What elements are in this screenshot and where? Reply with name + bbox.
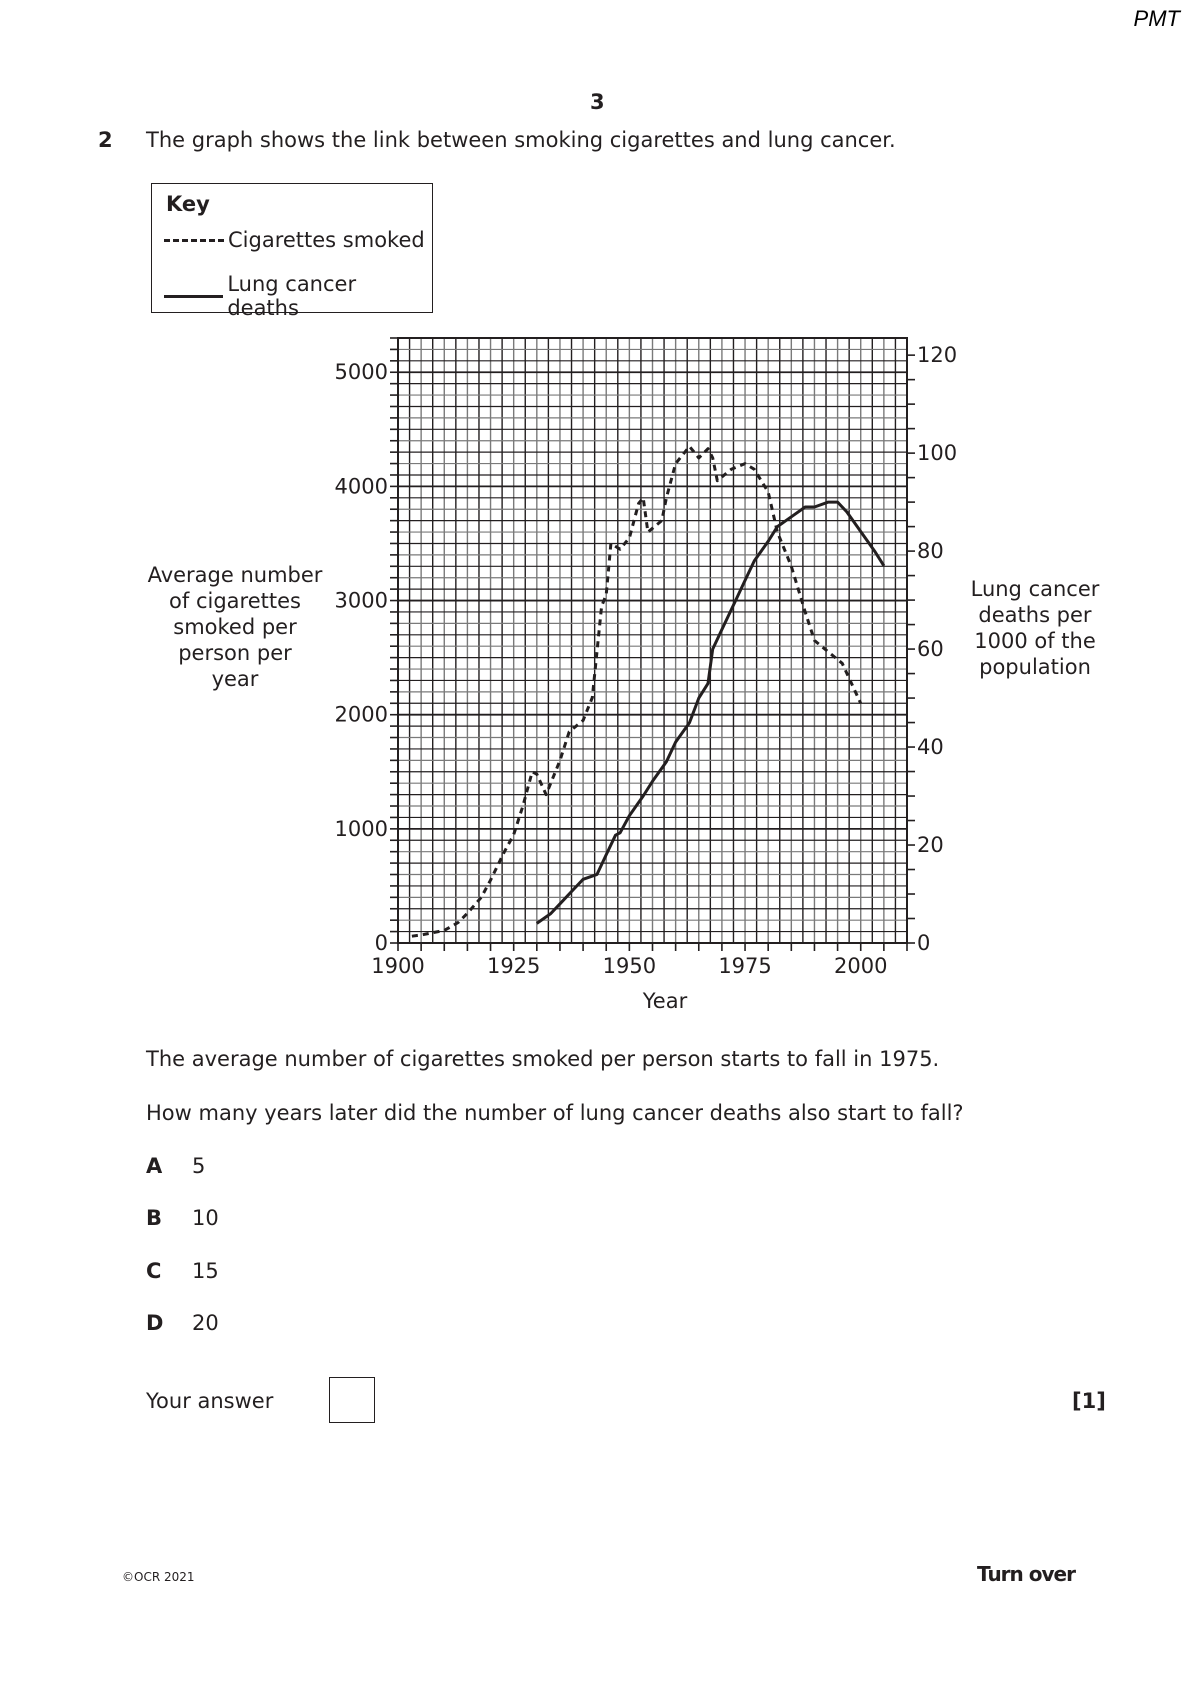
y-right-label-line: deaths per	[978, 603, 1092, 627]
y-right-tick-label: 80	[917, 539, 944, 564]
x-tick-label: 1975	[718, 954, 772, 978]
y-left-tick-label: 0	[374, 931, 388, 955]
x-tick-label: 1950	[602, 954, 657, 978]
x-tick-label: 1900	[371, 954, 425, 978]
y-left-label-line: year	[211, 667, 259, 691]
y-left-label-line: person per	[178, 641, 292, 665]
option-c[interactable]	[146, 1259, 219, 1283]
option-a[interactable]	[146, 1154, 205, 1178]
option-letter: B	[146, 1206, 163, 1230]
key-label-cigarettes: Cigarettes smoked	[228, 228, 425, 252]
option-letter: C	[146, 1259, 162, 1283]
y-right-tick-label: 120	[917, 343, 958, 368]
y-right-tick-label: 0	[917, 931, 931, 955]
y-left-tick-label: 1000	[334, 816, 388, 841]
y-left-tick-label: 4000	[334, 474, 388, 499]
grid	[398, 338, 907, 943]
y-right-tick-label: 100	[917, 441, 958, 466]
y-right-label-line: 1000 of the	[974, 629, 1096, 653]
question-intro: The graph shows the link between smoking cigarettes and lung cancer.	[146, 128, 896, 152]
y-left-label-line: Average number	[147, 563, 323, 587]
option-d[interactable]	[146, 1311, 219, 1335]
question-number: 2	[98, 128, 113, 152]
key-label-lung-cancer: Lung cancer deaths	[227, 272, 357, 320]
y-right-tick-label: 20	[917, 833, 944, 858]
y-left-tick-label: 3000	[334, 588, 388, 613]
option-value: 10	[192, 1206, 219, 1230]
y-right-tick-label: 40	[917, 735, 944, 760]
question-prompt: How many years later did the number of lung cancer deaths also start to fall?	[146, 1101, 964, 1125]
y-left-tick-label: 2000	[334, 702, 388, 727]
option-letter: A	[146, 1154, 163, 1178]
copyright: ©OCR 2021	[122, 1570, 195, 1584]
y-right-label-line: population	[979, 655, 1091, 679]
y-left-label-line: of cigarettes	[169, 589, 301, 613]
key-title: Key	[166, 192, 210, 216]
y-right-tick-label: 60	[917, 637, 944, 662]
x-tick-label: 2000	[834, 954, 888, 978]
y-right-label-line: Lung cancer	[970, 577, 1100, 601]
option-letter: D	[146, 1311, 164, 1335]
x-axis-label: Year	[642, 989, 688, 1013]
x-tick-label: 1925	[486, 954, 541, 978]
turn-over: Turn over	[977, 1562, 1075, 1586]
y-left-tick-label: 5000	[334, 360, 388, 385]
option-value: 5	[192, 1154, 206, 1178]
option-b[interactable]	[146, 1206, 219, 1230]
answer-label: Your answer	[146, 1389, 274, 1413]
option-value: 15	[192, 1259, 219, 1283]
watermark: PMT	[1133, 6, 1180, 31]
marks: [1]	[1072, 1389, 1106, 1413]
page-number: 3	[590, 90, 605, 114]
answer-box[interactable]	[329, 1377, 375, 1423]
option-value: 20	[192, 1311, 219, 1335]
question-statement: The average number of cigarettes smoked per person starts to fall in 1975.	[146, 1047, 940, 1071]
y-left-label-line: smoked per	[173, 615, 297, 639]
